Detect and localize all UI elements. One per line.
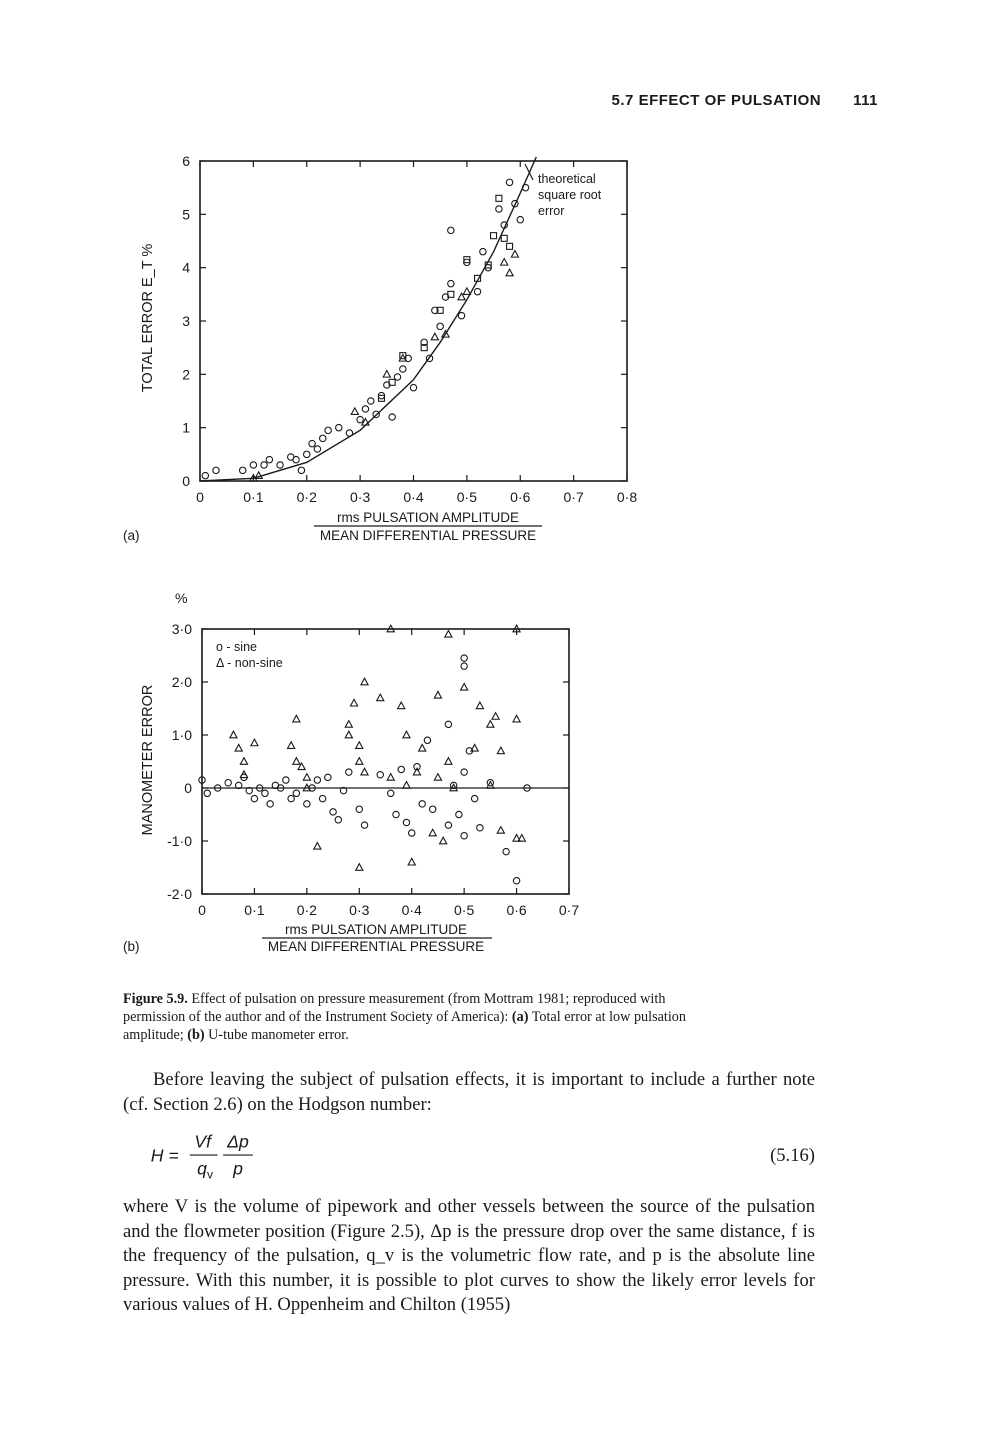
fraction-2-denominator: p (233, 1158, 243, 1179)
triangle-point (255, 472, 262, 479)
circle-point (325, 774, 331, 780)
y-tick-label: 3·0 (171, 621, 192, 637)
triangle-point (497, 747, 504, 754)
circle-point (314, 777, 320, 783)
triangle-point (511, 251, 518, 258)
triangle-point (288, 742, 295, 749)
circle-point (429, 806, 435, 812)
y-tick-label: 1 (182, 419, 190, 436)
y-tick-labels (167, 621, 192, 902)
circle-point (398, 766, 404, 772)
circle-point (266, 456, 272, 462)
caption-label: Figure 5.9. (123, 991, 188, 1007)
circle-point (325, 427, 331, 433)
x-label-denominator: MEAN DIFFERENTIAL PRESSURE (319, 528, 537, 543)
circle-point (357, 416, 363, 422)
paragraph-1: Before leaving the subject of pulsation effects, it is important to include a further note (cf. Section 2.6) on the Hodgson number: (123, 1069, 815, 1115)
x-tick-label: 0·2 (296, 902, 317, 918)
circle-point (393, 811, 399, 817)
y-tick-label: 6 (182, 153, 190, 169)
caption-part-b-text: U-tube manometer error. (208, 1027, 349, 1043)
triangle-point (487, 721, 494, 728)
square-point (507, 243, 513, 249)
circle-point (400, 366, 406, 372)
y-tick-label: 1·0 (171, 727, 192, 743)
x-tick-labels (198, 902, 579, 918)
triangle-point (419, 744, 426, 751)
triangle-point (361, 768, 368, 775)
circle-point (513, 878, 519, 884)
panel-label-a: (a) (123, 528, 140, 543)
triangle-point (497, 827, 504, 834)
triangle-point (293, 715, 300, 722)
circle-point (261, 462, 267, 468)
triangle-point (345, 731, 352, 738)
triangle-point (434, 774, 441, 781)
circle-point (409, 830, 415, 836)
circle-point (403, 819, 409, 825)
triangle-point (506, 269, 513, 276)
x-tick-label: 0·4 (401, 902, 422, 918)
square-point (501, 235, 507, 241)
fraction-1-numerator: Vf (194, 1131, 212, 1152)
circle-point (304, 451, 310, 457)
triangle-point (398, 702, 405, 709)
circle-point (480, 248, 486, 254)
circle-point (240, 467, 246, 473)
x-tick-labels (196, 489, 637, 505)
circle-point (461, 663, 467, 669)
circle-point (267, 801, 273, 807)
caption-part-a-label: (a) (511, 1009, 529, 1025)
circle-point (250, 462, 256, 468)
triangle-point (431, 333, 438, 340)
x-tick-label: 0·5 (454, 902, 475, 918)
circle-point (461, 833, 467, 839)
x-tick-label: 0 (198, 902, 206, 918)
x-tick-label: 0·2 (296, 489, 317, 505)
triangle-point (293, 758, 300, 765)
circle-point (309, 440, 315, 446)
triangle-point (240, 758, 247, 765)
theoretical-curve (200, 157, 536, 481)
circle-point (314, 446, 320, 452)
triangle-point (356, 864, 363, 871)
x-tick-label: 0·1 (244, 902, 265, 918)
triangle-point (345, 721, 352, 728)
triangle-point (518, 835, 525, 842)
triangle-point (303, 774, 310, 781)
y-tick-label: 4 (182, 259, 190, 276)
circle-point (389, 414, 395, 420)
triangle-point (461, 684, 468, 691)
x-tick-label: 0·6 (510, 489, 531, 505)
circle-point (419, 801, 425, 807)
circle-point (461, 769, 467, 775)
triangle-point (351, 408, 358, 415)
triangle-point (350, 699, 357, 706)
y-tick-label: 0 (184, 780, 192, 796)
circle-point (437, 323, 443, 329)
triangle-point (440, 837, 447, 844)
circle-point (213, 467, 219, 473)
circle-point (477, 825, 483, 831)
x-label-numerator: rms PULSATION AMPLITUDE (284, 922, 468, 937)
den1-symbol: q (197, 1158, 207, 1179)
paragraph-2: where V is the volume of pipework and other vessels between the source of the pulsation and the flowmeter position (Figure 2.5), Δp is the pressure drop over the same distance, f is the frequency of the pulsation, q_v is the volumetric flow rate, and p is the absolute line pressure. With this number, it is possible to plot curves to show the likely error levels for various values of H. Oppenheim and Chilton (1955) (123, 1196, 815, 1316)
figure-caption (123, 990, 703, 1044)
circle-point (388, 790, 394, 796)
circle-point (506, 179, 512, 185)
circle-point (377, 772, 383, 778)
triangle-point (230, 731, 237, 738)
triangle-point (445, 631, 452, 638)
x-tick-label: 0·5 (456, 489, 477, 505)
circle-point (320, 435, 326, 441)
circle-point (293, 456, 299, 462)
circle-point (445, 721, 451, 727)
triangle-point (445, 758, 452, 765)
triangle-point (403, 731, 410, 738)
circle-point (448, 227, 454, 233)
circle-point (298, 467, 304, 473)
y-axis-label: MANOMETER ERROR (140, 684, 156, 836)
y-tick-label: 2·0 (171, 674, 192, 690)
y-tick-label: -1·0 (167, 833, 192, 849)
circle-point (368, 398, 374, 404)
circle-point (471, 795, 477, 801)
circle-point (448, 280, 454, 286)
fraction-1-denominator (197, 1159, 213, 1182)
equation-number: (5.16) (770, 1145, 815, 1166)
triangle-point (383, 371, 390, 378)
circle-point (293, 790, 299, 796)
x-tick-label: 0·7 (558, 902, 580, 918)
circle-point (262, 790, 268, 796)
circle-point (204, 790, 210, 796)
circle-point (361, 822, 367, 828)
annotation-line-3: error (538, 204, 565, 218)
circle-point (319, 795, 325, 801)
circle-point (496, 206, 502, 212)
running-head (0, 92, 878, 109)
y-tick-label: 0 (182, 473, 190, 489)
circle-point (283, 777, 289, 783)
circle-point (356, 806, 362, 812)
x-tick-label: 0·8 (616, 489, 638, 505)
triangle-point (377, 694, 384, 701)
triangle-point (403, 782, 410, 789)
triangle-point (492, 713, 499, 720)
equation-5-16 (145, 1130, 305, 1182)
x-label-numerator: rms PULSATION AMPLITUDE (336, 510, 520, 525)
panel-label-b: (b) (123, 939, 140, 954)
y-tick-label: 3 (182, 313, 190, 329)
annotation-line-1: theoretical (538, 172, 596, 186)
circle-point (225, 780, 231, 786)
triangle-point (476, 702, 483, 709)
circle-point (474, 288, 480, 294)
circle-point (503, 848, 509, 854)
x-tick-label: 0·4 (403, 489, 424, 505)
y-tick-label: -2·0 (167, 886, 192, 902)
y-tick-labels (182, 153, 190, 489)
triangle-point (471, 744, 478, 751)
caption-part-a-text: Total error at low pulsation amplitude; (123, 1009, 686, 1043)
circle-point (346, 769, 352, 775)
circle-point (335, 817, 341, 823)
circle-point (277, 462, 283, 468)
figure-b-chart (0, 580, 1008, 960)
square-point (496, 195, 502, 201)
circle-point (288, 795, 294, 801)
figure-a-chart (0, 130, 1008, 560)
x-tick-label: 0·7 (563, 489, 584, 505)
fraction-2-numerator: Δp (227, 1131, 249, 1152)
y-unit-label: % (175, 590, 188, 606)
caption-text: Effect of pulsation on pressure measurement (from Mottram 1981; reproduced with permission of the author and of the Instrument Society of America): (123, 991, 666, 1025)
triangle-point (356, 758, 363, 765)
circle-point (424, 737, 430, 743)
triangle-point (501, 259, 508, 266)
circle-point (202, 472, 208, 478)
x-label-denominator: MEAN DIFFERENTIAL PRESSURE (267, 939, 485, 954)
triangle-point (356, 742, 363, 749)
den1-subscript: v (206, 1167, 213, 1182)
circle-point (251, 795, 257, 801)
circle-point (336, 424, 342, 430)
circle-point (456, 811, 462, 817)
y-tick-label: 2 (182, 366, 190, 383)
x-tick-label: 0·1 (243, 489, 264, 505)
triangle-point (361, 678, 368, 685)
triangle-point (387, 774, 394, 781)
circle-point (461, 655, 467, 661)
circle-point (304, 801, 310, 807)
triangle-point (251, 739, 258, 746)
triangle-point (463, 288, 470, 295)
y-tick-label: 5 (182, 206, 190, 223)
triangle-point (235, 744, 242, 751)
page-number: 111 (853, 92, 878, 109)
x-tick-label: 0·6 (506, 902, 527, 918)
equation-lhs: H = (150, 1145, 179, 1166)
x-tick-label: 0·3 (349, 902, 370, 918)
triangle-point (434, 691, 441, 698)
circle-point (410, 384, 416, 390)
circle-point (458, 312, 464, 318)
circle-point (346, 430, 352, 436)
legend-non-sine: Δ - non-sine (216, 656, 283, 670)
triangle-point (513, 715, 520, 722)
x-tick-label: 0 (196, 489, 204, 505)
triangle-point (408, 858, 415, 865)
triangle-point (314, 843, 321, 850)
annotation-line-2: square root (538, 188, 602, 202)
section-title: 5.7 EFFECT OF PULSATION (611, 92, 822, 109)
square-point (491, 233, 497, 239)
data-points (202, 179, 529, 481)
circle-point (445, 822, 451, 828)
y-axis-label: TOTAL ERROR E_T % (140, 243, 156, 393)
circle-point (362, 406, 368, 412)
caption-part-b-label: (b) (187, 1027, 205, 1043)
x-tick-label: 0·3 (350, 489, 371, 505)
circle-point (330, 809, 336, 815)
triangle-point (429, 829, 436, 836)
legend-sine: o - sine (216, 640, 257, 654)
circle-point (517, 216, 523, 222)
